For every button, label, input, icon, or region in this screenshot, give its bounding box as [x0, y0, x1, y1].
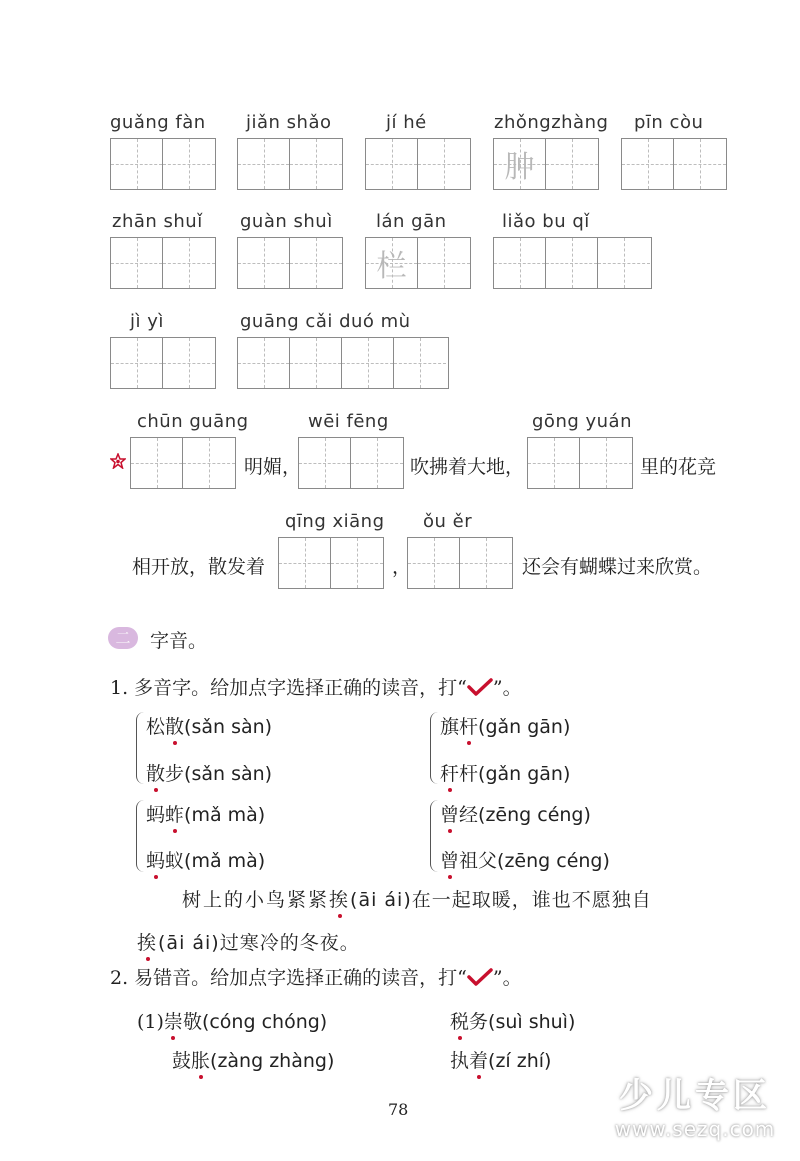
writing-grid[interactable]	[621, 138, 727, 190]
brace	[430, 712, 439, 784]
hint-character: 栏	[376, 249, 407, 284]
pinyin: pīn còu	[634, 112, 704, 133]
polyphone-item: 蚂蚱(mǎ mà)	[146, 800, 265, 827]
writing-grid[interactable]	[237, 237, 343, 289]
sentence-text: 还会有蝴蝶过来欣赏。	[522, 556, 713, 578]
section-title: 字音。	[150, 630, 208, 652]
sentence-text: ，	[392, 556, 412, 578]
pronunciation-item: 鼓胀(zàng zhàng)	[172, 1046, 334, 1073]
checkmark-icon	[467, 678, 493, 696]
polyphone-item: 旗杆(gǎn gān)	[440, 712, 570, 739]
watermark-title: 少儿专区	[619, 1076, 771, 1116]
sentence-text: 吹拂着大地，	[410, 456, 525, 478]
paragraph-line-1: 树上的小鸟紧紧挨(āi ái)在一起取暖，谁也不愿独自	[182, 885, 652, 912]
paragraph-line-2: 挨(āi ái)过寒冷的冬夜。	[137, 928, 360, 955]
hint-character: 肿	[504, 150, 535, 185]
writing-grid[interactable]	[365, 237, 471, 289]
brace	[136, 800, 145, 872]
pinyin: guǎng fàn	[110, 112, 206, 133]
writing-grid[interactable]	[130, 437, 236, 489]
pinyin: jí hé	[386, 112, 427, 133]
pinyin: wēi fēng	[308, 411, 389, 432]
polyphone-item: 散步(sǎn sàn)	[146, 759, 272, 786]
writing-grid[interactable]	[298, 437, 404, 489]
writing-grid[interactable]	[110, 237, 216, 289]
pronunciation-item: 执着(zí zhí)	[450, 1046, 551, 1073]
polyphone-item: 秆杆(gǎn gān)	[440, 759, 570, 786]
pinyin: qīng xiāng	[285, 511, 385, 532]
brace	[430, 800, 439, 872]
writing-grid[interactable]	[237, 337, 449, 389]
writing-grid[interactable]	[365, 138, 471, 190]
writing-grid[interactable]	[493, 237, 652, 289]
sentence-text: 相开放，散发着	[132, 556, 266, 578]
checkmark-icon	[467, 968, 493, 986]
pinyin: jì yì	[130, 311, 164, 332]
polyphone-item: 松散(sǎn sàn)	[146, 712, 272, 739]
pronunciation-item: 税务(suì shuì)	[450, 1007, 575, 1034]
star-icon	[110, 453, 126, 469]
sentence-text: 里的花竞	[640, 456, 717, 478]
pinyin: jiǎn shǎo	[246, 112, 332, 133]
pinyin: guàn shuì	[240, 211, 333, 232]
section-number-badge: 二	[108, 627, 138, 649]
polyphone-item: 蚂蚁(mǎ mà)	[146, 846, 265, 873]
pinyin: lán gān	[376, 211, 447, 232]
writing-grid[interactable]	[110, 138, 216, 190]
polyphone-item: 曾经(zēng céng)	[440, 800, 591, 827]
watermark-url: www.sezq.com	[614, 1117, 776, 1141]
pinyin: zhǒngzhàng	[494, 112, 609, 133]
writing-grid[interactable]	[407, 537, 513, 589]
sentence-text: 明媚，	[244, 456, 302, 478]
pinyin: gōng yuán	[532, 411, 632, 432]
pinyin: ǒu ěr	[423, 511, 473, 532]
writing-grid[interactable]	[493, 138, 599, 190]
pinyin: guāng cǎi duó mù	[240, 311, 411, 332]
polyphone-item: 曾祖父(zēng céng)	[440, 846, 610, 873]
brace	[136, 712, 145, 784]
question-2-label: 2. 易错音。给加点字选择正确的读音，打“ ”。	[110, 967, 522, 989]
pinyin: zhān shuǐ	[112, 211, 203, 232]
writing-grid[interactable]	[237, 138, 343, 190]
writing-grid[interactable]	[278, 537, 384, 589]
pinyin: liǎo bu qǐ	[502, 211, 590, 232]
question-1-label: 1. 多音字。给加点字选择正确的读音，打“ ”。	[110, 677, 522, 699]
watermark	[600, 1068, 790, 1141]
writing-grid[interactable]	[110, 337, 216, 389]
pinyin: chūn guāng	[137, 411, 249, 432]
page-number: 78	[388, 1100, 409, 1119]
writing-grid[interactable]	[527, 437, 633, 489]
pronunciation-item: (1)崇敬(cóng chóng)	[137, 1007, 327, 1034]
